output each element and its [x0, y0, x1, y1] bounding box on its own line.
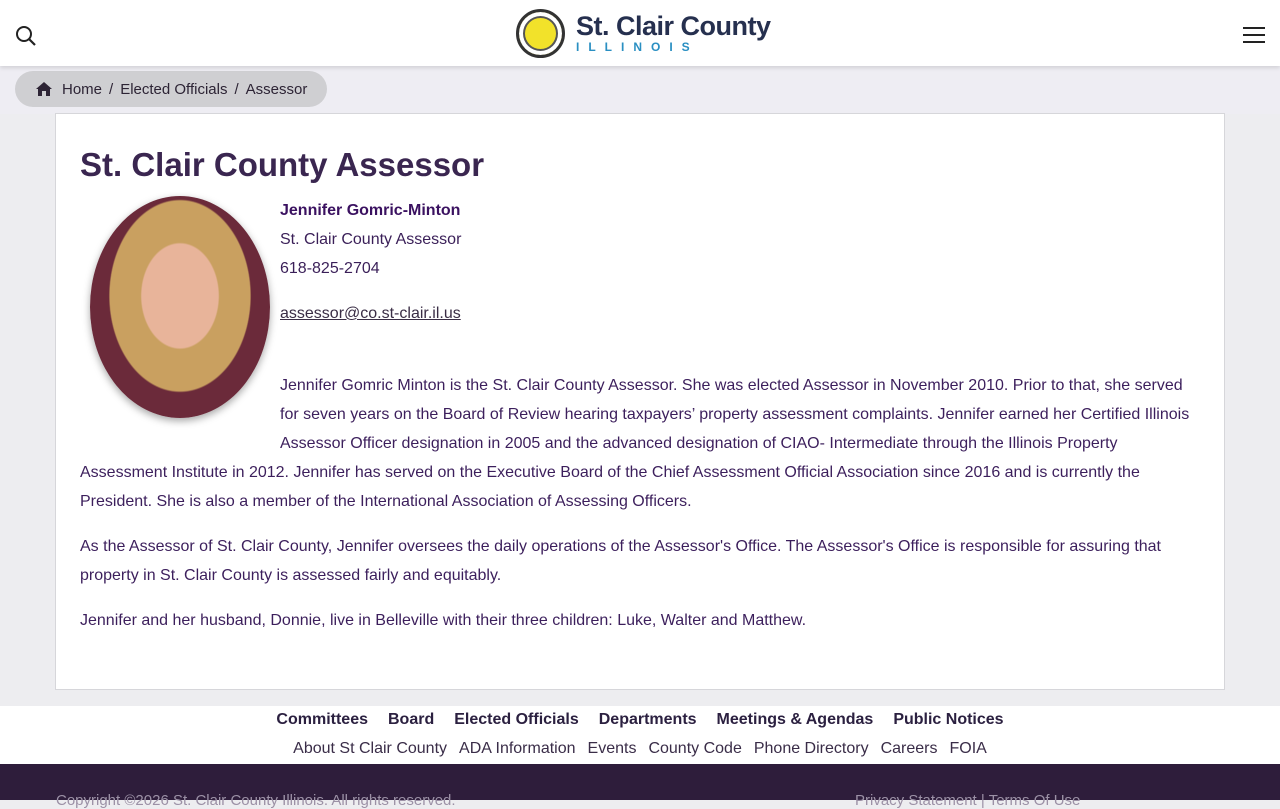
- footer-link-board[interactable]: Board: [388, 711, 435, 728]
- footer-link-county-code[interactable]: County Code: [648, 740, 742, 757]
- terms-link[interactable]: Terms Of Use: [988, 792, 1081, 809]
- bio-paragraph: Jennifer Gomric Minton is the St. Clair County Assessor. She was elected Assessor in November 2010. Prior to that, she served for seven years on the Board of Review hearing taxpayers’ property assessment complaints. Jennifer earned her Certified Illinois Assessor Officer designation in 2005 and the advanced designation of CIAO- Intermediate through the Illinois Property Assessment Institute in 2012. Jennifer has served on the Executive Board of the Chief Assessment Official Association since 2016 and is currently the President. She is also a member of the International Association of Assessing Officers.: [80, 377, 1190, 510]
- breadcrumb-separator: /: [109, 80, 114, 98]
- privacy-link[interactable]: Privacy Statement: [855, 792, 977, 809]
- breadcrumb-bar: [0, 66, 1280, 114]
- copyright: Copyright ©2026 St. Clair County Illinois. All rights reserved.: [56, 792, 456, 809]
- breadcrumb-current: Assessor: [245, 80, 308, 98]
- footer-link-about[interactable]: About St Clair County: [293, 740, 448, 757]
- footer-link-meetings-agendas[interactable]: Meetings & Agendas: [716, 711, 874, 728]
- content-card: [55, 113, 1225, 690]
- logo-title: St. Clair County: [576, 11, 771, 41]
- official-role: St. Clair County Assessor: [280, 231, 462, 248]
- site-header: [0, 0, 1280, 66]
- footer-link-departments[interactable]: Departments: [598, 711, 697, 728]
- footer-link-ada[interactable]: ADA Information: [459, 740, 576, 757]
- official-phone: 618-825-2704: [280, 260, 380, 277]
- footer-link-foia[interactable]: FOIA: [949, 740, 987, 757]
- breadcrumb-home[interactable]: Home: [62, 80, 103, 98]
- bio-paragraph: Jennifer and her husband, Donnie, live in Belleville with their three children: Luke, Walter and Matthew.: [80, 612, 807, 629]
- home-icon[interactable]: [35, 81, 53, 97]
- site-footer: [0, 764, 1280, 809]
- hamburger-menu-icon[interactable]: [1243, 27, 1265, 45]
- breadcrumb: [15, 71, 327, 107]
- official-email-link[interactable]: assessor@co.st-clair.il.us: [280, 305, 461, 322]
- breadcrumb-elected-officials[interactable]: Elected Officials: [120, 80, 228, 98]
- search-icon[interactable]: [14, 24, 38, 48]
- footer-separator: |: [980, 792, 985, 809]
- footer-link-phone-directory[interactable]: Phone Directory: [753, 740, 869, 757]
- footer-link-events[interactable]: Events: [587, 740, 637, 757]
- page-title: St. Clair County Assessor: [80, 146, 485, 183]
- footer-link-careers[interactable]: Careers: [880, 740, 938, 757]
- county-seal-icon: [516, 9, 565, 58]
- logo-subtitle: ILLINOIS: [576, 40, 699, 54]
- site-logo[interactable]: [516, 9, 771, 58]
- footer-link-elected-officials[interactable]: Elected Officials: [454, 711, 579, 728]
- official-photo: [80, 196, 280, 446]
- footer-link-committees[interactable]: Committees: [276, 711, 368, 728]
- bio-paragraph: As the Assessor of St. Clair County, Jennifer oversees the daily operations of the Assessor's Office. The Assessor's Office is responsible for assuring that property in St. Clair County is assessed fairly and equitably.: [80, 538, 1161, 584]
- breadcrumb-separator: /: [234, 80, 239, 98]
- official-name: Jennifer Gomric-Minton: [280, 202, 461, 219]
- footer-link-public-notices[interactable]: Public Notices: [893, 711, 1004, 728]
- footer-nav: [0, 706, 1280, 764]
